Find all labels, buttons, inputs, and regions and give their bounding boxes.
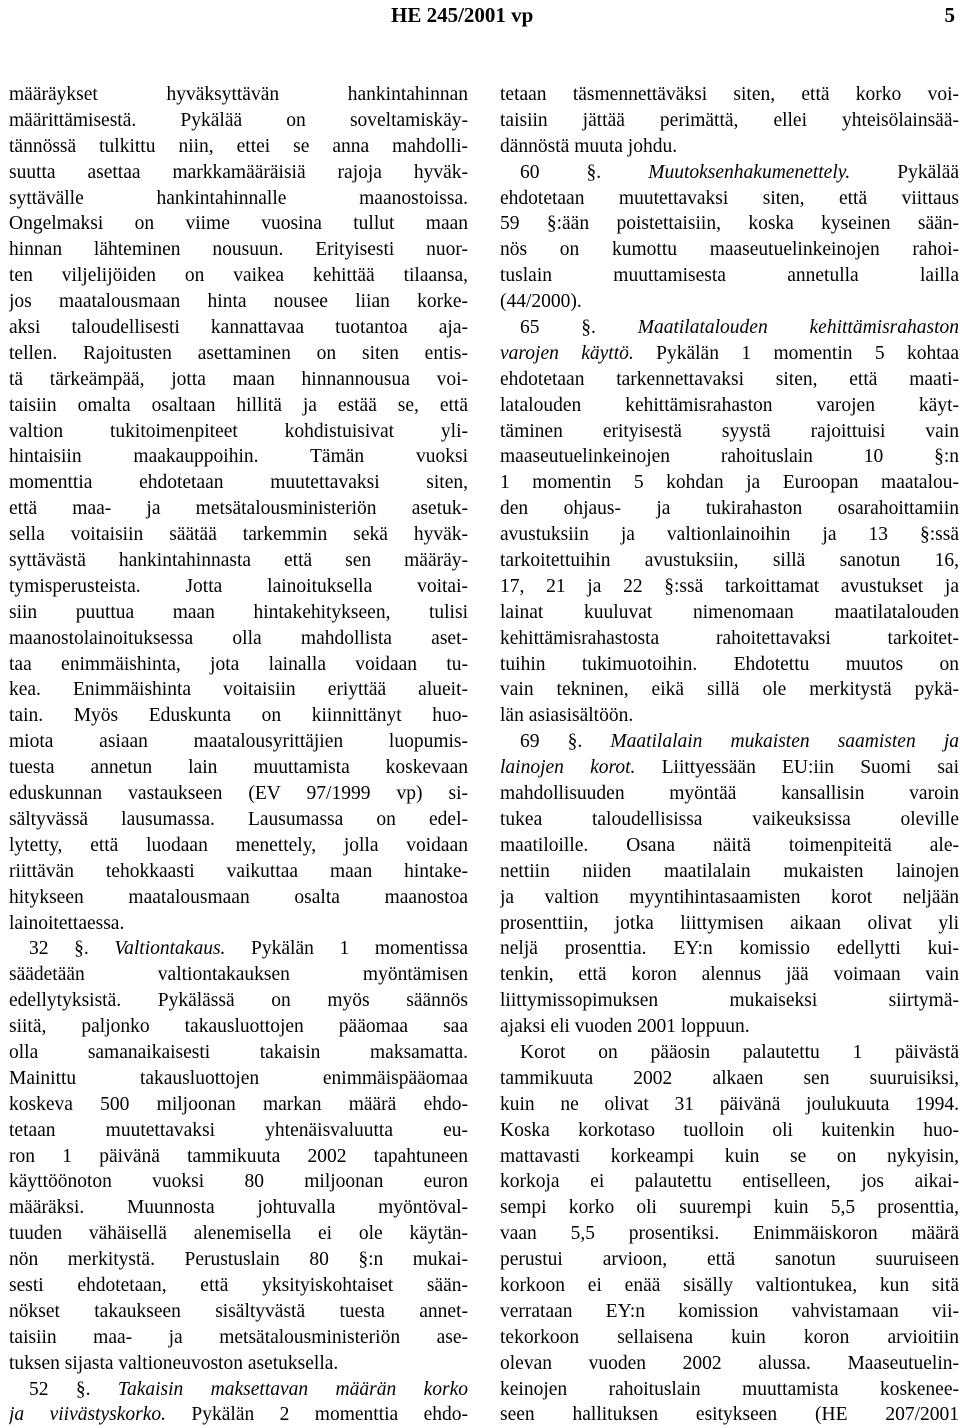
text-line: maatiloille. Osana näitä toimenpiteitä ale- [500,834,959,856]
text-line: 1 momentin 5 kohdan ja Euroopan maatalou- [500,472,959,494]
text-line: maanostolainoituksessa olla mahdollista aset- [9,627,468,649]
text-line: 59 §:ään poistettaisiin, koska kyseinen sään- [500,213,959,235]
text-line: määrittämisestä. Pykälää on soveltamiskäy- [9,109,468,131]
text-line: Ongelmaksi on viime vuosina tullut maan [9,213,468,235]
text-line: käyttöönoton vuoksi 80 miljoonan euron [9,1171,468,1193]
page-number: 5 [944,3,955,27]
text-line: den ohjaus- ja tukirahaston osarahoittamiin [500,498,959,520]
text-line: tellen. Rajoitusten asettaminen on siten entis- [9,342,468,364]
section-heading: Maatilatalouden kehittämisrahaston [637,317,959,339]
text-line: korkoon ei enää sisälly valtiontukea, kun sitä [500,1274,959,1296]
text-line: 17, 21 ja 22 §:ssä tarkoittamat avustukset ja [500,575,959,597]
text-line: jos maatalousmaan hinta nousee liian korke- [9,291,468,313]
text-line [500,341,959,367]
section-number: 60 §. [520,161,649,183]
section-number: 65 §. [520,317,638,339]
text-line: valtion tukitoimenpiteet kohdistuisivat yli- [9,420,468,442]
text-line: suutta asettaa markkamääräisiä rajoja hyväk- [9,161,468,183]
text-line: dännöstä muuta johdu. [500,135,678,157]
text-line: nös on kumottu maaseutuelinkeinojen rahoi- [500,239,959,261]
text-line: nön merkitystä. Perustuslain 80 §:n mukai- [9,1249,468,1271]
text-line: säädetään valtiontakauksen myöntämisen [9,964,468,986]
text-line: tetaan muutettavaksi yhtenäisvaluutta eu- [9,1119,468,1141]
text-line [500,729,959,755]
text-line: latalouden kehittämisrahaston varojen käyt- [500,394,959,416]
text-line: määräykset hyväksyttävän hankintahinnan [9,84,468,105]
text-line: aksi taloudellisesti kannattavaa tuotantoa aja- [9,317,468,339]
text-line: ehdotetaan muutettavaksi siten, että viittaus [500,187,959,209]
text-line: tuslain muuttamisesta annetulla lailla [500,265,959,287]
text-line: hitykseen maatalousmaan osalta maanostoa [9,886,468,908]
text-line: tekorkoon sellaisena kuin koron arvioitiin [500,1326,959,1348]
text-line: siin puuttua maan hintakehitykseen, tulisi [9,601,468,623]
text-line: Korot on pääosin palautettu 1 päivästä [520,1041,959,1063]
text-line: määräksi. Muunnosta johtuvalla myöntöval- [9,1197,468,1219]
text-line: kehittämisrahastosta rahoitettavaksi tarkoitet- [500,627,959,649]
text-line: korkoja ei palautettu entiselleen, jos aikai- [500,1171,959,1193]
text-line: seen hallituksen esitykseen (HE 207/2001 [500,1404,959,1426]
text-line: hinnan lähteminen nousuun. Erityisesti nuor- [9,239,468,261]
text-line: tarkoitettuihin avustuksiin, sillä sanotun 16, [500,550,959,572]
text-line: taa enimmäishinta, jota lainalla voidaan tu- [9,653,468,675]
text-line: avustuksiin ja valtionlainoihin ja 13 §:ssä [500,524,959,546]
page-header [0,2,960,28]
text-line [500,315,959,341]
text-line: syttävälle hankintahinnalle maanostoissa. [9,187,468,209]
text-line [9,1402,468,1428]
text-line: nökset takaukseen sisältyvästä tuesta annet- [9,1300,468,1322]
text-line: koskeva 500 miljoonan markan määrä ehdo- [9,1093,468,1115]
text-line: sesti ehdotetaan, että yksityiskohtaiset sään- [9,1274,468,1296]
text-line: täminen erityisestä syystä rajoittuisi vain [500,420,959,442]
text-line: tukea taloudellisissa vaikeuksissa oleville [500,808,959,830]
text-line: mattavasti korkeampi kuin se on nykyisin, [500,1145,959,1167]
text-line: ron 1 päivänä tammikuuta 2002 tapahtuneen [9,1145,468,1167]
text-line: sella voitaisiin säätää tarkemmin sekä hyväk- [9,524,468,546]
text-line: neljä prosenttia. EY:n komissio edellytti kui- [500,938,959,960]
text-line: perustui arvioon, että sanotun suuruiseen [500,1249,959,1271]
text-line: hintaisiin maakauppoihin. Tämän vuoksi [9,446,468,468]
document-title: HE 245/2001 vp [391,3,534,27]
text-line: maaseutuelinkeinojen rahoituslain 10 §:n [500,446,959,468]
section-heading: lainojen korot. [500,757,636,779]
text-line [500,160,959,186]
section-heading: Takaisin maksettavan määrän korko [117,1378,468,1400]
text-line: tuksen sijasta valtioneuvoston asetuksella. [9,1352,339,1374]
text-line: (44/2000). [500,291,582,313]
text-line: lainoitettaessa. [9,912,125,934]
text-line: tetaan täsmennettäväksi siten, että korko voi- [500,84,959,105]
text-line: tuihin tukimuotoihin. Ehdotettu muutos on [500,653,959,675]
section-number: 32 §. [29,938,115,960]
text-line: lainat kuuluvat nimenomaan maatilatalouden [500,601,959,623]
line-text: Pykälää [850,161,959,183]
text-line: keinojen rahoituslain muuttamista koskenee- [500,1378,959,1400]
text-line: ten viljelijöiden on vaikea kehittää tilaansa, [9,265,468,287]
text-line: Koska korkotaso tuolloin oli kuitenkin huo- [500,1119,959,1141]
text-line: vaan 5,5 prosentiksi. Enimmäiskoron määrä [500,1223,959,1245]
text-line: miota asiaan maatalousyrittäjien luopumis- [9,731,468,753]
text-line: tenkin, että koron alennus jää voimaan vain [500,964,959,986]
line-text: Liittyessään EU:iin Suomi sai [635,757,959,779]
text-line [500,755,959,781]
text-line: taisiin omalta osaltaan hillitä ja estää se, että [9,394,468,416]
text-line: Mainittu takausluottojen enimmäispääomaa [9,1067,468,1089]
section-heading: ja viivästyskorko. [9,1404,166,1426]
text-line: sempi korko oli suurempi kuin 5,5 prosenttia, [500,1197,959,1219]
text-line: verrataan EY:n komission vahvistamaan vii- [500,1300,959,1322]
text-line: ja valtion myyntihintasaamisten korot neljään [500,886,959,908]
section-heading: Muutoksenhakumenettely. [648,161,851,183]
text-line: olla samanaikaisesti takaisin maksamatta. [9,1041,468,1063]
text-line: tymisperusteista. Jotta lainoituksella voitai- [9,575,468,597]
text-line: liittymissopimuksen mukaiseksi siirtymä- [500,990,959,1012]
text-line: siitä, paljonko takausluottojen pääomaa saa [9,1016,468,1038]
text-line: kea. Enimmäishinta voitaisiin eriyttää alueit- [9,679,468,701]
right-text-column [500,82,959,1428]
text-line: lytetty, että luodaan menettely, jolla voidaan [9,834,468,856]
text-line: kuin ne olivat 31 päivänä joulukuuta 1994. [500,1093,959,1115]
text-line: momenttia ehdotetaan muutettavaksi siten, [9,472,468,494]
section-number: 52 §. [29,1378,118,1400]
text-line: län asiasisältöön. [500,705,634,727]
text-line: tammikuuta 2002 alkaen sen suuruisiksi, [500,1067,959,1089]
line-text: Pykälän 2 momenttia ehdo- [166,1404,468,1426]
text-line: sältyvässä lausumassa. Lausumassa on edel- [9,808,468,830]
text-line: nettiin niiden maatilalain mukaisten lainojen [500,860,959,882]
text-line: ajaksi eli vuoden 2001 loppuun. [500,1016,750,1038]
text-line: vain tekninen, eikä sillä ole merkitystä pykä- [500,679,959,701]
text-line: tain. Myös Eduskunta on kiinnittänyt huo- [9,705,468,727]
section-heading: Valtiontakaus. [114,938,226,960]
text-line: taisiin maa- ja metsätalousministeriön ase- [9,1326,468,1348]
text-line: syttävästä hankintahinnasta että sen määräy- [9,550,468,572]
left-text-column [9,82,468,1428]
text-line: tuesta annetun lain muuttamista koskevaan [9,757,468,779]
section-heading: Maatilalain mukaisten saamisten ja [610,731,959,753]
text-line: tännössä tulkittu niin, ettei se anna mahdolli- [9,135,468,157]
text-line [9,936,468,962]
section-heading: varojen käyttö. [500,342,634,364]
text-line: tuuden vähäisellä alenemisella ei ole käytän- [9,1223,468,1245]
text-line: taisiin jättää perimättä, ellei yhteisölainsää- [500,109,959,131]
text-line: prosenttiin, jotka liittymisen aikaan olivat yli [500,912,959,934]
text-line: edellytyksistä. Pykälässä on myös säännös [9,990,468,1012]
text-line: riittävän tehokkaasti vaikuttaa maan hintake- [9,860,468,882]
text-line [9,1377,468,1403]
line-text: Pykälän 1 momentissa [225,938,468,960]
text-line: tä tärkeämpää, jotta maan hinnannousua voi- [9,368,468,390]
line-text: Pykälän 1 momentin 5 kohtaa [633,342,959,364]
text-line: ehdotetaan tarkennettavaksi siten, että maati- [500,368,959,390]
text-line: olevan vuoden 2002 alussa. Maaseutuelin- [500,1352,959,1374]
text-line: että maa- ja metsätalousministeriön asetuk- [9,498,468,520]
text-line: eduskunnan vastaukseen (EV 97/1999 vp) si- [9,783,468,805]
text-line: mahdollisuuden myöntää kansallisin varoin [500,783,959,805]
section-number: 69 §. [520,731,611,753]
